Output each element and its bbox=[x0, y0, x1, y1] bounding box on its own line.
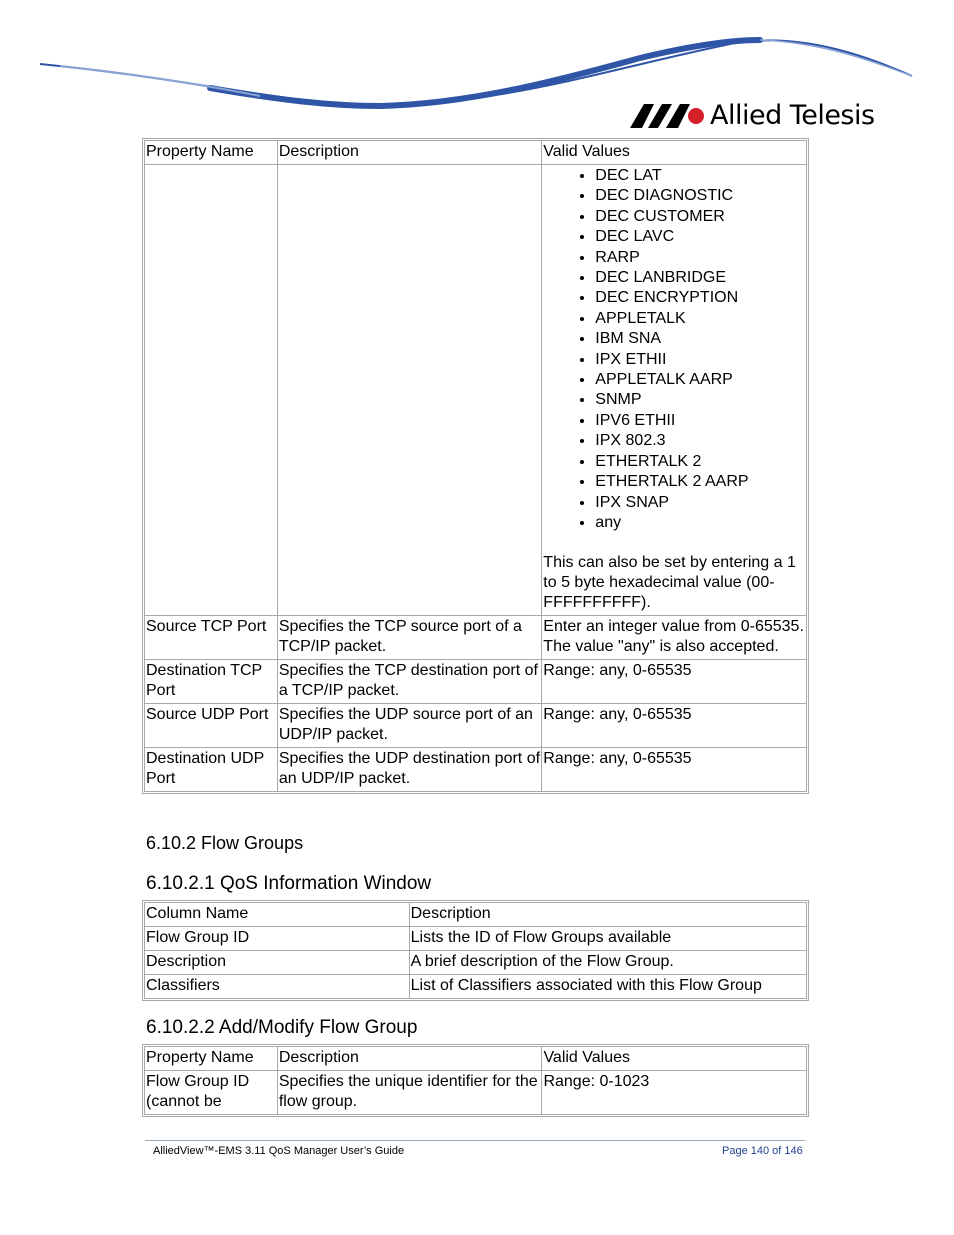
valid-values-cell: Range: any, 0-65535 bbox=[542, 748, 807, 792]
description-cell bbox=[277, 165, 541, 616]
section-heading: 6.10.2 Flow Groups bbox=[146, 833, 304, 853]
table-header-row bbox=[145, 1047, 807, 1071]
list-item: • DEC LAT bbox=[595, 166, 805, 186]
description-cell: Specifies the unique identifier for the flow group. bbox=[277, 1071, 542, 1115]
list-item: • SNMP bbox=[595, 390, 805, 410]
footer-page-number: Page 140 of 146 bbox=[722, 1145, 803, 1157]
property-name-cell: Destination UDP Port bbox=[145, 748, 278, 792]
table-row bbox=[145, 165, 807, 616]
list-item: • APPLETALK bbox=[595, 309, 805, 329]
list-item: • ETHERTALK 2 AARP bbox=[595, 472, 805, 492]
valid-values-cell: Range: any, 0-65535 bbox=[542, 704, 807, 748]
list-item: • IPX SNAP bbox=[595, 493, 805, 513]
add-modify-flow-group-table bbox=[144, 1046, 807, 1115]
list-item: • DEC CUSTOMER bbox=[595, 207, 805, 227]
list-item: • any bbox=[595, 513, 805, 533]
property-name-cell bbox=[145, 165, 278, 616]
valid-values-text: The value "any" is also accepted. bbox=[543, 638, 779, 656]
valid-values-cell: Range: 0-1023 bbox=[542, 1071, 807, 1115]
column-name-cell: Flow Group ID bbox=[145, 927, 410, 951]
list-item: • DEC LAVC bbox=[595, 227, 805, 247]
property-name-cell: Source UDP Port bbox=[145, 704, 278, 748]
description-cell: Specifies the TCP source port of a TCP/IP packet. bbox=[277, 616, 541, 660]
description-cell: List of Classifiers associated with this Flow Group bbox=[409, 975, 806, 999]
table-row bbox=[145, 975, 807, 999]
column-header: Column Name bbox=[145, 903, 410, 927]
column-header: Description bbox=[277, 141, 541, 165]
description-cell: A brief description of the Flow Group. bbox=[409, 951, 806, 975]
table-row bbox=[145, 704, 807, 748]
logo-wordmark: Allied Telesis bbox=[710, 99, 875, 131]
list-item: • ETHERTALK 2 bbox=[595, 452, 805, 472]
list-item: • DEC ENCRYPTION bbox=[595, 288, 805, 308]
column-header: Valid Values bbox=[542, 1047, 807, 1071]
description-cell: Specifies the UDP source port of an UDP/IP packet. bbox=[277, 704, 541, 748]
description-cell: Specifies the UDP destination port of an UDP/IP packet. bbox=[277, 748, 541, 792]
list-item: • IBM SNA bbox=[595, 329, 805, 349]
list-item: • RARP bbox=[595, 248, 805, 268]
hex-value-note: This can also be set by entering a 1 to 5 byte hexadecimal value (00-FFFFFFFFFF). bbox=[543, 554, 796, 612]
list-item: • IPX ETHII bbox=[595, 350, 805, 370]
table-row bbox=[145, 927, 807, 951]
table-row bbox=[145, 951, 807, 975]
list-item: • IPX 802.3 bbox=[595, 431, 805, 451]
description-cell: Specifies the TCP destination port of a TCP/IP packet. bbox=[277, 660, 541, 704]
table-header-row bbox=[145, 141, 807, 165]
footer-divider bbox=[145, 1140, 805, 1141]
property-name-cell: Destination TCP Port bbox=[145, 660, 278, 704]
footer-document-title: AlliedView™-EMS 3.11 QoS Manager User’s Guide bbox=[153, 1145, 405, 1157]
description-cell: Lists the ID of Flow Groups available bbox=[409, 927, 806, 951]
property-name-cell: Source TCP Port bbox=[145, 616, 278, 660]
valid-values-cell bbox=[542, 616, 807, 660]
column-header: Property Name bbox=[145, 141, 278, 165]
list-item: • DEC LANBRIDGE bbox=[595, 268, 805, 288]
column-header: Description bbox=[277, 1047, 542, 1071]
valid-values-text: Enter an integer value from 0-65535. bbox=[543, 618, 804, 636]
property-table-1 bbox=[144, 140, 807, 792]
list-item: • IPV6 ETHII bbox=[595, 411, 805, 431]
subsection-heading: 6.10.2.1 QoS Information Window bbox=[146, 873, 432, 894]
column-header: Valid Values bbox=[542, 141, 807, 165]
table-row bbox=[145, 616, 807, 660]
valid-values-cell bbox=[542, 165, 807, 616]
column-name-cell: Description bbox=[145, 951, 410, 975]
ethertype-list bbox=[543, 166, 805, 533]
list-item: • DEC DIAGNOSTIC bbox=[595, 186, 805, 206]
column-header: Description bbox=[409, 903, 806, 927]
table-row bbox=[145, 1071, 807, 1115]
column-name-cell: Classifiers bbox=[145, 975, 410, 999]
allied-telesis-mark-icon bbox=[628, 100, 704, 130]
list-item: • APPLETALK AARP bbox=[595, 370, 805, 390]
property-name-cell: Flow Group ID (cannot be bbox=[145, 1071, 278, 1115]
subsection-heading: 6.10.2.2 Add/Modify Flow Group bbox=[146, 1017, 418, 1038]
qos-information-table bbox=[144, 902, 807, 999]
company-logo bbox=[628, 98, 875, 132]
table-header-row bbox=[145, 903, 807, 927]
column-header: Property Name bbox=[145, 1047, 278, 1071]
table-row bbox=[145, 660, 807, 704]
valid-values-cell: Range: any, 0-65535 bbox=[542, 660, 807, 704]
table-row bbox=[145, 748, 807, 792]
